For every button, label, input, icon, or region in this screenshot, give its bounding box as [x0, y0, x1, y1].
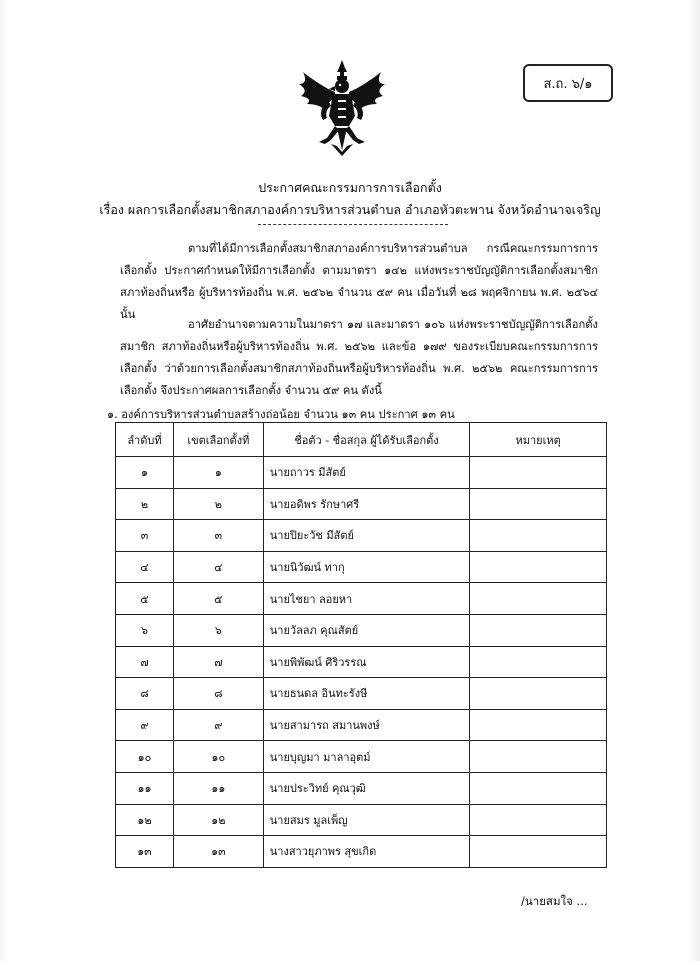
cell-name: นายปิยะวัช มีสัตย์ — [263, 520, 469, 552]
continuation-note: /นายสมใจ ... — [521, 894, 588, 908]
cell-remark — [470, 709, 607, 741]
cell-zone: ๘ — [173, 678, 263, 710]
title-divider — [258, 224, 448, 225]
cell-name: นายนิวัฒน์ ทากุ — [263, 551, 469, 583]
cell-remark — [470, 804, 607, 836]
table-row — [116, 488, 607, 520]
cell-zone: ๑๐ — [173, 741, 263, 773]
cell-name: นางสาวยุภาพร สุขเกิด — [263, 836, 469, 868]
cell-name: นายบุญมา มาลาอุตม์ — [263, 741, 469, 773]
cell-order: ๔ — [116, 551, 174, 583]
cell-name: นายอดิพร รักษาศรี — [263, 488, 469, 520]
form-code-label: ส.ถ. ๖/๑ — [543, 76, 593, 92]
cell-remark — [470, 551, 607, 583]
cell-order: ๘ — [116, 678, 174, 710]
col-header-name: ชื่อตัว - ชื่อสกุล ผู้ได้รับเลือกตั้ง — [263, 423, 469, 457]
announcement-subject: เรื่อง ผลการเลือกตั้งสมาชิกสภาองค์การบริหารส่วนตำบล อำเภอหัวตะพาน จังหวัดอำนาจเจริญ — [99, 202, 601, 217]
cell-remark — [470, 457, 607, 489]
cell-order: ๗ — [116, 646, 174, 678]
cell-order: ๖ — [116, 614, 174, 646]
col-header-order: ลำดับที่ — [116, 423, 174, 457]
cell-order: ๑๐ — [116, 741, 174, 773]
cell-order: ๓ — [116, 520, 174, 552]
table-row — [116, 804, 607, 836]
cell-remark — [470, 678, 607, 710]
announcement-title: ประกาศคณะกรรมการการเลือกตั้ง — [258, 180, 442, 195]
cell-name: นายสมร มูลเพ็ญ — [263, 804, 469, 836]
cell-name: นายพิพัฒน์ ศิริวรรณ — [263, 646, 469, 678]
garuda-emblem-icon — [295, 58, 389, 158]
table-row — [116, 772, 607, 804]
cell-zone: ๗ — [173, 646, 263, 678]
cell-order: ๙ — [116, 709, 174, 741]
cell-remark — [470, 520, 607, 552]
cell-zone: ๙ — [173, 709, 263, 741]
paragraph-intro-text: ตามที่ได้มีการเลือกตั้งสมาชิกสภาองค์การบริหารส่วนตำบล กรณีคณะกรรมการการเลือกตั้ง ประกาศกำหนดให้มีการเลือกตั้ง ตามมาตรา ๑๔๒ แห่งพระราชบัญญัติการเลือกตั้งสมาชิกสภาท้องถิ่นหรือ ผู้บริหารท้องถิ่น พ.ศ. ๒๕๖๒ จำนวน ๕๙ คน เมื่อวันที่ ๒๘ พฤศจิกายน พ.ศ. ๒๕๖๔ นั้น — [120, 242, 598, 321]
cell-zone: ๕ — [173, 583, 263, 615]
cell-name: นายไชยา ลอยหา — [263, 583, 469, 615]
cell-name: นายประวิทย์ คุณวุฒิ — [263, 772, 469, 804]
cell-zone: ๔ — [173, 551, 263, 583]
cell-remark — [470, 741, 607, 773]
col-header-remark: หมายเหตุ — [470, 423, 607, 457]
cell-remark — [470, 583, 607, 615]
table-row — [116, 836, 607, 868]
results-table — [115, 422, 607, 868]
cell-order: ๕ — [116, 583, 174, 615]
table-row — [116, 520, 607, 552]
cell-name: นายถาวร มีสัตย์ — [263, 457, 469, 489]
paragraph-intro — [120, 238, 598, 326]
table-row — [116, 741, 607, 773]
table-header-row — [116, 423, 607, 457]
cell-remark — [470, 646, 607, 678]
cell-order: ๒ — [116, 488, 174, 520]
cell-order: ๑๑ — [116, 772, 174, 804]
table-row — [116, 457, 607, 489]
cell-zone: ๒ — [173, 488, 263, 520]
cell-zone: ๑ — [173, 457, 263, 489]
paragraph-authority-text: อาศัยอำนาจตามความในมาตรา ๑๗ และมาตรา ๑๐๖ แห่งพระราชบัญญัติการเลือกตั้งสมาชิก สภาท้องถิ่นหรือผู้บริหารท้องถิ่น พ.ศ. ๒๕๖๒ และข้อ ๑๗๙ ของระเบียบคณะกรรมการการเลือกตั้ง ว่าด้วยการเลือกตั้งสมาชิกสภาท้องถิ่นหรือผู้บริหารท้องถิ่น พ.ศ. ๒๕๖๒ คณะกรรมการการเลือกตั้ง จึงประกาศผลการเลือกตั้ง จำนวน ๕๙ คน ดังนี้ — [120, 318, 598, 397]
paragraph-authority — [120, 314, 598, 402]
section-heading: ๑. องค์การบริหารส่วนตำบลสร้างถ่อน้อย จำนวน ๑๓ คน ประกาศ ๑๓ คน — [107, 408, 455, 421]
col-header-zone: เขตเลือกตั้งที่ — [173, 423, 263, 457]
cell-order: ๑๓ — [116, 836, 174, 868]
cell-name: นายสามารถ สมานพงษ์ — [263, 709, 469, 741]
table-row — [116, 614, 607, 646]
form-code-box — [523, 64, 613, 102]
cell-zone: ๓ — [173, 520, 263, 552]
table-row — [116, 678, 607, 710]
table-row — [116, 646, 607, 678]
cell-remark — [470, 836, 607, 868]
cell-zone: ๖ — [173, 614, 263, 646]
cell-order: ๑ — [116, 457, 174, 489]
cell-zone: ๑๓ — [173, 836, 263, 868]
cell-order: ๑๒ — [116, 804, 174, 836]
table-row — [116, 583, 607, 615]
table-row — [116, 551, 607, 583]
cell-zone: ๑๑ — [173, 772, 263, 804]
cell-name: นายวัลลภ คุณสัตย์ — [263, 614, 469, 646]
cell-remark — [470, 488, 607, 520]
cell-zone: ๑๒ — [173, 804, 263, 836]
table-row — [116, 709, 607, 741]
cell-name: นายธนดล อินทะรังษี — [263, 678, 469, 710]
cell-remark — [470, 772, 607, 804]
cell-remark — [470, 614, 607, 646]
